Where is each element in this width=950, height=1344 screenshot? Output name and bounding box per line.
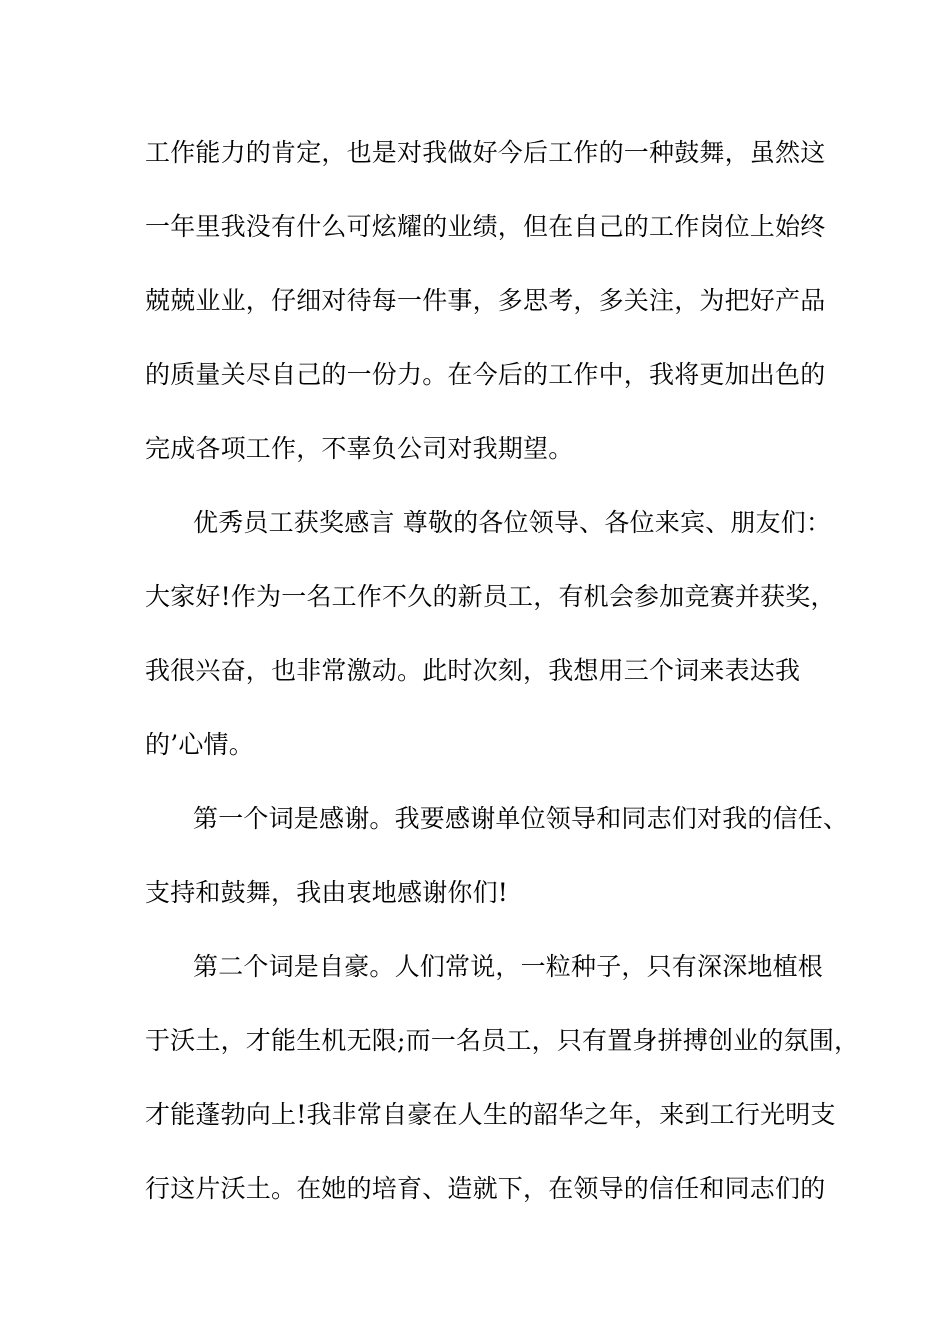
- text-line: 兢兢业业，仔细对待每一件事，多思考，多关注，为把好产品: [145, 286, 826, 315]
- text-line: 的’心情。: [145, 730, 254, 759]
- paragraph-first-line: 第一个词是感谢。我要感谢单位领导和同志们对我的信任、: [193, 804, 849, 833]
- text-line: 完成各项工作，不辜负公司对我期望。: [145, 434, 574, 463]
- text-line: 大家好!作为一名工作不久的新员工，有机会参加竞赛并获奖，: [145, 582, 836, 611]
- text-line: 我很兴奋，也非常激动。此时次刻，我想用三个词来表达我: [145, 656, 801, 685]
- text-line: 的质量关尽自己的一份力。在今后的工作中，我将更加出色的: [145, 360, 826, 389]
- paragraph-first-line: 优秀员工获奖感言 尊敬的各位领导、各位来宾、朋友们：: [193, 508, 832, 537]
- text-line: 工作能力的肯定，也是对我做好今后工作的一种鼓舞，虽然这: [145, 138, 826, 167]
- text-line: 支持和鼓舞，我由衷地感谢你们!: [145, 878, 509, 907]
- text-line: 一年里我没有什么可炫耀的业绩，但在自己的工作岗位上始终: [145, 212, 826, 241]
- text-line: 才能蓬勃向上!我非常自豪在人生的韶华之年，来到工行光明支: [145, 1100, 836, 1129]
- text-line: 行这片沃土。在她的培育、造就下，在领导的信任和同志们的: [145, 1174, 826, 1203]
- text-line: 于沃土，才能生机无限;而一名员工，只有置身拼搏创业的氛围，: [145, 1026, 860, 1055]
- paragraph-first-line: 第二个词是自豪。人们常说，一粒种子，只有深深地植根: [193, 952, 824, 981]
